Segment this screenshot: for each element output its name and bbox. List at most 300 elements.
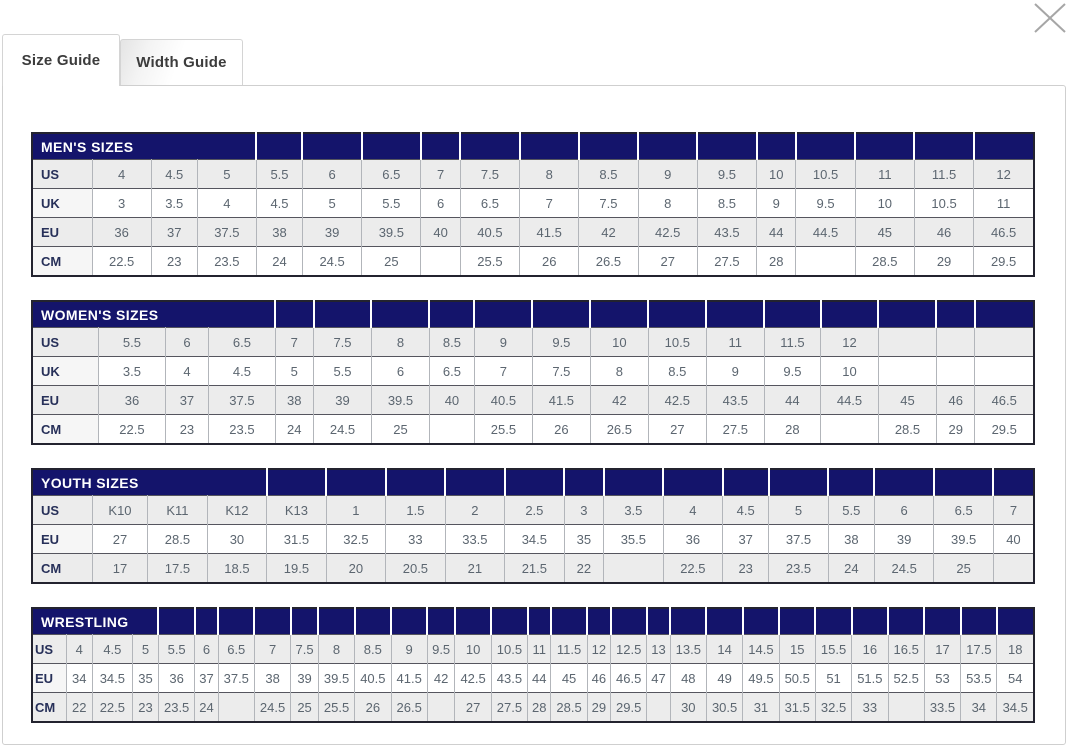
size-cell: 29.5: [975, 415, 1034, 445]
header-cell: [706, 301, 764, 328]
header-cell: [318, 608, 354, 635]
size-cell: 42: [579, 218, 638, 247]
size-cell: 34.5: [997, 693, 1034, 723]
size-cell: 16.5: [888, 635, 924, 664]
size-cell: 28: [764, 415, 820, 445]
size-cell: 29: [936, 415, 975, 445]
size-cell: 10: [821, 357, 879, 386]
header-cell: [362, 133, 421, 160]
header-cell: [934, 469, 993, 496]
size-cell: 16: [852, 635, 888, 664]
size-cell: 4.5: [151, 160, 197, 189]
size-cell: 23: [151, 247, 197, 277]
size-cell: 10.5: [796, 160, 855, 189]
size-cell: 50.5: [779, 664, 815, 693]
size-cell: 46: [587, 664, 610, 693]
size-cell: [427, 693, 455, 723]
size-cell: 25.5: [318, 693, 354, 723]
size-cell: 1.5: [386, 496, 445, 525]
size-cell: 39.5: [934, 525, 993, 554]
header-cell: [723, 469, 769, 496]
size-cell: 41.5: [532, 386, 590, 415]
size-cell: 6.5: [218, 635, 254, 664]
row-mens-sizes-cm: [32, 247, 1034, 277]
row-label: CM: [32, 415, 99, 445]
size-cell: 44.5: [821, 386, 879, 415]
size-cell: 42.5: [638, 218, 697, 247]
size-cell: 39.5: [362, 218, 421, 247]
tab-bar: [2, 33, 1066, 85]
header-cell: [421, 133, 460, 160]
table-title: MEN'S SIZES: [32, 133, 256, 160]
size-cell: 10.5: [914, 189, 973, 218]
size-cell: 24: [256, 247, 302, 277]
row-label: US: [32, 160, 92, 189]
row-label: US: [32, 635, 66, 664]
table-header-row: [32, 301, 1034, 328]
row-label: EU: [32, 664, 66, 693]
header-cell: [314, 301, 372, 328]
size-cell: K11: [148, 496, 207, 525]
header-cell: [386, 469, 445, 496]
header-cell: [914, 133, 973, 160]
size-cell: 33: [386, 525, 445, 554]
header-cell: [528, 608, 551, 635]
header-cell: [828, 469, 874, 496]
size-cell: 6.5: [209, 328, 275, 357]
size-cell: 8: [371, 328, 429, 357]
size-cell: 5.5: [158, 635, 194, 664]
size-cell: 9: [391, 635, 427, 664]
size-cell: 46: [914, 218, 973, 247]
header-cell: [706, 608, 742, 635]
table-title: WRESTLING: [32, 608, 158, 635]
size-cell: 27: [648, 415, 706, 445]
size-cell: 8.5: [429, 328, 474, 357]
size-cell: 40.5: [355, 664, 391, 693]
size-cell: 23.5: [197, 247, 256, 277]
size-cell: 39.5: [318, 664, 354, 693]
header-cell: [997, 608, 1034, 635]
size-cell: 8: [318, 635, 354, 664]
header-cell: [936, 301, 975, 328]
size-cell: 5: [769, 496, 828, 525]
size-cell: 10: [855, 189, 914, 218]
size-cell: 25: [362, 247, 421, 277]
size-cell: 9.5: [796, 189, 855, 218]
size-cell: 38: [254, 664, 290, 693]
size-cell: 35: [133, 664, 159, 693]
size-cell: 5.5: [99, 328, 165, 357]
size-cell: 22: [564, 554, 604, 584]
size-cell: 3.5: [604, 496, 663, 525]
size-cell: 36: [92, 218, 151, 247]
size-cell: 20.5: [386, 554, 445, 584]
size-cell: 37.5: [197, 218, 256, 247]
header-cell: [638, 133, 697, 160]
size-cell: K10: [92, 496, 147, 525]
size-cell: 11: [855, 160, 914, 189]
table-title: WOMEN'S SIZES: [32, 301, 275, 328]
size-cell: 11.5: [914, 160, 973, 189]
size-cell: 10.5: [648, 328, 706, 357]
size-cell: 2: [445, 496, 504, 525]
size-cell: 38: [256, 218, 302, 247]
size-cell: 39: [874, 525, 933, 554]
size-cell: 7.5: [291, 635, 319, 664]
header-cell: [445, 469, 504, 496]
size-cell: 37.5: [769, 525, 828, 554]
header-cell: [647, 608, 670, 635]
size-cell: 5: [133, 635, 159, 664]
tables-container: [31, 132, 1035, 723]
size-cell: 4.5: [92, 635, 132, 664]
size-cell: 43.5: [491, 664, 527, 693]
header-cell: [888, 608, 924, 635]
size-cell: 18.5: [207, 554, 266, 584]
size-cell: 46.5: [974, 218, 1034, 247]
size-cell: 3.5: [151, 189, 197, 218]
size-cell: 6.5: [460, 189, 519, 218]
size-cell: 28.5: [551, 693, 587, 723]
size-cell: 43.5: [706, 386, 764, 415]
table-youth-sizes: [31, 468, 1035, 584]
size-cell: 28.5: [148, 525, 207, 554]
size-cell: 53.5: [961, 664, 997, 693]
header-cell: [355, 608, 391, 635]
size-cell: 9: [638, 160, 697, 189]
table-header-row: [32, 469, 1034, 496]
size-cell: 42.5: [648, 386, 706, 415]
size-cell: 24: [828, 554, 874, 584]
header-cell: [757, 133, 796, 160]
size-cell: 22.5: [663, 554, 722, 584]
header-cell: [291, 608, 319, 635]
header-cell: [326, 469, 385, 496]
size-cell: 6.5: [362, 160, 421, 189]
size-cell: 8.5: [697, 189, 756, 218]
header-cell: [491, 608, 527, 635]
size-cell: 4: [92, 160, 151, 189]
size-cell: 24.5: [302, 247, 361, 277]
row-womens-sizes-eu: [32, 386, 1034, 415]
size-cell: 38: [828, 525, 874, 554]
size-cell: 31.5: [267, 525, 326, 554]
row-youth-sizes-us: [32, 496, 1034, 525]
row-wrestling-eu: [32, 664, 1034, 693]
size-cell: 30.5: [706, 693, 742, 723]
size-cell: 46: [936, 386, 975, 415]
size-cell: 5.5: [362, 189, 421, 218]
row-youth-sizes-eu: [32, 525, 1034, 554]
size-cell: 36: [663, 525, 722, 554]
size-cell: 4.5: [209, 357, 275, 386]
size-cell: 11: [528, 635, 551, 664]
size-cell: 12: [587, 635, 610, 664]
size-cell: 4: [197, 189, 256, 218]
size-cell: 17: [924, 635, 960, 664]
size-cell: 8.5: [355, 635, 391, 664]
size-cell: 32.5: [326, 525, 385, 554]
size-cell: 4: [663, 496, 722, 525]
size-guide-panel: [2, 85, 1066, 745]
size-cell: 7.5: [532, 357, 590, 386]
size-cell: 9: [474, 328, 532, 357]
size-cell: 42: [427, 664, 455, 693]
header-cell: [256, 133, 302, 160]
close-icon: [1033, 2, 1067, 34]
size-cell: 33.5: [924, 693, 960, 723]
size-cell: [604, 554, 663, 584]
size-cell: 26.5: [579, 247, 638, 277]
size-cell: 25: [934, 554, 993, 584]
size-cell: [821, 415, 879, 445]
size-cell: 7: [421, 160, 460, 189]
size-cell: 34.5: [505, 525, 564, 554]
size-cell: 40.5: [460, 218, 519, 247]
size-cell: 25.5: [474, 415, 532, 445]
size-cell: 37: [195, 664, 218, 693]
size-cell: 15.5: [815, 635, 851, 664]
tab-size-guide[interactable]: [2, 34, 120, 86]
row-label: US: [32, 496, 92, 525]
size-cell: 45: [551, 664, 587, 693]
row-label: US: [32, 328, 99, 357]
size-cell: 37: [151, 218, 197, 247]
size-cell: 26: [355, 693, 391, 723]
header-cell: [821, 301, 879, 328]
size-cell: 40: [993, 525, 1034, 554]
size-cell: 4: [165, 357, 209, 386]
size-cell: 21: [445, 554, 504, 584]
table-womens-sizes: [31, 300, 1035, 445]
header-cell: [670, 608, 706, 635]
size-cell: 53: [924, 664, 960, 693]
size-cell: 31: [743, 693, 779, 723]
size-cell: 44: [757, 218, 796, 247]
size-cell: 23.5: [209, 415, 275, 445]
size-cell: 4.5: [256, 189, 302, 218]
header-cell: [460, 133, 519, 160]
size-cell: 29: [587, 693, 610, 723]
tab-width-guide[interactable]: [120, 39, 243, 85]
size-cell: 36: [99, 386, 165, 415]
size-cell: 40: [421, 218, 460, 247]
size-cell: 28.5: [855, 247, 914, 277]
size-cell: 36: [158, 664, 194, 693]
size-cell: 25.5: [460, 247, 519, 277]
size-cell: 39: [314, 386, 372, 415]
header-cell: [878, 301, 936, 328]
size-cell: [975, 328, 1034, 357]
size-cell: 6: [302, 160, 361, 189]
size-cell: 6: [421, 189, 460, 218]
header-cell: [697, 133, 756, 160]
header-cell: [474, 301, 532, 328]
tab-size-guide-label: Size Guide: [21, 52, 101, 69]
size-cell: 34.5: [92, 664, 132, 693]
size-cell: 33.5: [445, 525, 504, 554]
size-cell: 10.5: [491, 635, 527, 664]
size-cell: 28: [757, 247, 796, 277]
size-cell: 28.5: [878, 415, 936, 445]
header-cell: [579, 133, 638, 160]
header-cell: [564, 469, 604, 496]
size-cell: 40: [429, 386, 474, 415]
size-cell: 32.5: [815, 693, 851, 723]
table-mens-sizes: [31, 132, 1035, 277]
size-cell: 40.5: [474, 386, 532, 415]
size-cell: 27.5: [491, 693, 527, 723]
size-cell: [429, 415, 474, 445]
size-cell: 17.5: [961, 635, 997, 664]
size-cell: 4: [66, 635, 92, 664]
row-womens-sizes-uk: [32, 357, 1034, 386]
table-wrestling: [31, 607, 1035, 723]
header-cell: [429, 301, 474, 328]
size-cell: 21.5: [505, 554, 564, 584]
size-cell: 27: [638, 247, 697, 277]
table-header-row: [32, 133, 1034, 160]
size-cell: 13.5: [670, 635, 706, 664]
header-cell: [158, 608, 194, 635]
header-cell: [743, 608, 779, 635]
size-cell: 11.5: [551, 635, 587, 664]
size-cell: 26: [520, 247, 579, 277]
size-cell: 8: [520, 160, 579, 189]
size-cell: 23: [133, 693, 159, 723]
size-cell: 5: [302, 189, 361, 218]
header-cell: [520, 133, 579, 160]
size-cell: 9: [706, 357, 764, 386]
size-cell: 41.5: [391, 664, 427, 693]
header-cell: [302, 133, 361, 160]
size-cell: 7: [520, 189, 579, 218]
close-button[interactable]: [1033, 2, 1067, 34]
size-cell: 7.5: [579, 189, 638, 218]
size-cell: 26: [532, 415, 590, 445]
header-cell: [874, 469, 933, 496]
row-label: EU: [32, 218, 92, 247]
size-cell: 35.5: [604, 525, 663, 554]
row-mens-sizes-us: [32, 160, 1034, 189]
size-cell: 45: [855, 218, 914, 247]
size-cell: 6: [195, 635, 218, 664]
size-cell: 6: [874, 496, 933, 525]
row-label: CM: [32, 554, 92, 584]
size-cell: 39.5: [371, 386, 429, 415]
size-cell: 12.5: [611, 635, 647, 664]
size-cell: 7: [275, 328, 314, 357]
tab-width-guide-label: Width Guide: [136, 54, 227, 71]
size-guide-modal: [2, 33, 1066, 745]
size-cell: 8.5: [648, 357, 706, 386]
header-cell: [961, 608, 997, 635]
header-cell: [391, 608, 427, 635]
size-cell: 27.5: [697, 247, 756, 277]
size-cell: 3: [564, 496, 604, 525]
header-cell: [532, 301, 590, 328]
row-label: CM: [32, 693, 66, 723]
size-cell: 22: [66, 693, 92, 723]
header-cell: [975, 301, 1034, 328]
size-cell: 47: [647, 664, 670, 693]
size-cell: 19.5: [267, 554, 326, 584]
row-label: CM: [32, 247, 92, 277]
size-cell: 23: [723, 554, 769, 584]
size-cell: 13: [647, 635, 670, 664]
size-cell: 5.5: [256, 160, 302, 189]
header-cell: [587, 608, 610, 635]
size-cell: 7.5: [460, 160, 519, 189]
size-cell: 48: [670, 664, 706, 693]
size-cell: 41.5: [520, 218, 579, 247]
header-cell: [974, 133, 1034, 160]
size-cell: 1: [326, 496, 385, 525]
header-cell: [371, 301, 429, 328]
size-cell: 38: [275, 386, 314, 415]
header-cell: [611, 608, 647, 635]
size-cell: [647, 693, 670, 723]
size-cell: 22.5: [92, 247, 151, 277]
size-cell: 6: [165, 328, 209, 357]
header-cell: [218, 608, 254, 635]
size-cell: 8.5: [579, 160, 638, 189]
size-cell: 23.5: [158, 693, 194, 723]
size-cell: [878, 328, 936, 357]
row-label: UK: [32, 189, 92, 218]
size-cell: 26.5: [391, 693, 427, 723]
row-label: UK: [32, 357, 99, 386]
header-cell: [764, 301, 820, 328]
size-cell: 14: [706, 635, 742, 664]
header-cell: [993, 469, 1034, 496]
size-cell: [936, 328, 975, 357]
size-cell: 22.5: [99, 415, 165, 445]
size-cell: 14.5: [743, 635, 779, 664]
size-cell: 5: [197, 160, 256, 189]
size-cell: [888, 693, 924, 723]
size-cell: 8: [638, 189, 697, 218]
size-cell: 35: [564, 525, 604, 554]
size-cell: 46.5: [611, 664, 647, 693]
size-cell: 39: [291, 664, 319, 693]
size-cell: 26.5: [590, 415, 648, 445]
size-cell: 5: [275, 357, 314, 386]
size-cell: 45: [878, 386, 936, 415]
size-cell: 9.5: [532, 328, 590, 357]
table-title: YOUTH SIZES: [32, 469, 267, 496]
header-cell: [267, 469, 326, 496]
size-cell: 10: [590, 328, 648, 357]
size-cell: 12: [974, 160, 1034, 189]
size-cell: 39: [302, 218, 361, 247]
size-cell: 17.5: [148, 554, 207, 584]
size-cell: 23.5: [769, 554, 828, 584]
size-cell: 6: [371, 357, 429, 386]
header-cell: [663, 469, 722, 496]
size-cell: 4.5: [723, 496, 769, 525]
size-cell: 51.5: [852, 664, 888, 693]
size-cell: 11: [974, 189, 1034, 218]
row-mens-sizes-uk: [32, 189, 1034, 218]
header-cell: [852, 608, 888, 635]
size-cell: 7: [254, 635, 290, 664]
header-cell: [604, 469, 663, 496]
row-womens-sizes-us: [32, 328, 1034, 357]
row-label: EU: [32, 525, 92, 554]
size-cell: 46.5: [975, 386, 1034, 415]
